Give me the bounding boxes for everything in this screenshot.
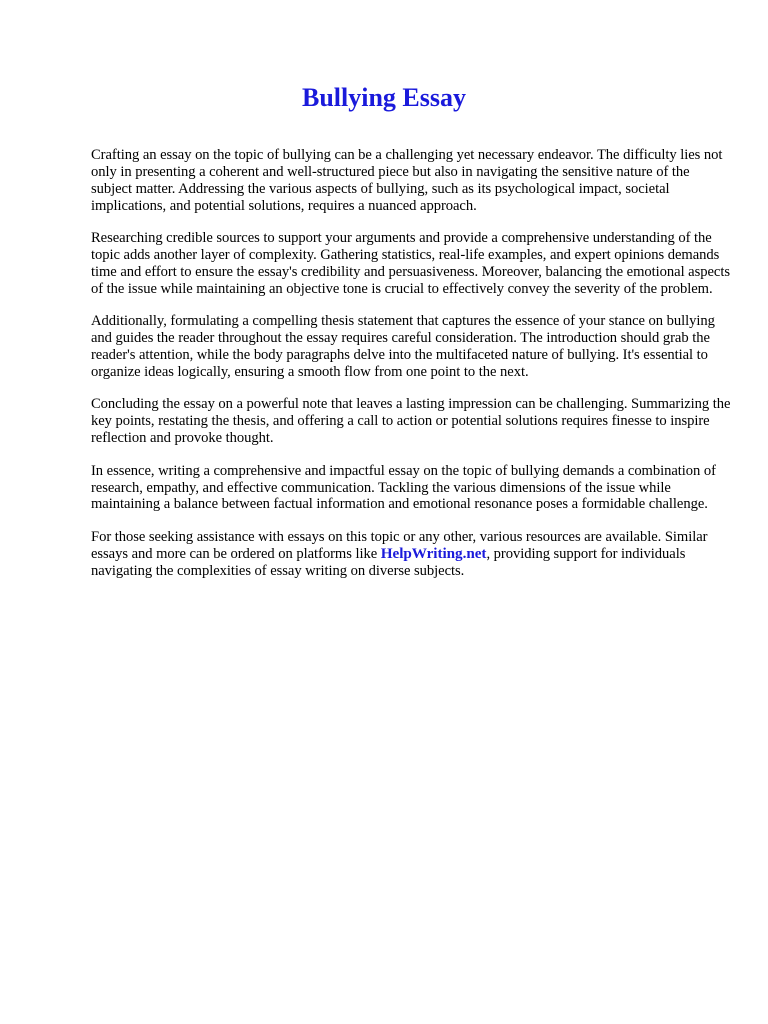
paragraph-essence: In essence, writing a comprehensive and impactful essay on the topic of bullying demands a combination of research, empathy, and effective communication. Tackling the various dimensions of the issue while maintaining a balance between factual information and emotional resonance poses a formidable challenge. [91,462,716,513]
paragraph-research: Researching credible sources to support your arguments and provide a comprehensive understanding of the topic adds another layer of complexity. Gathering statistics, real-life examples, and expert opinions demands time and effort to ensure the essay's credibility and persuasiveness. Moreover, balancing the emotional aspects of the issue while maintaining an objective tone is crucial to effectively convey the severity of the problem. [91,230,730,297]
essay-body [91,147,731,595]
resources-text-before-link: For those seeking assistance with essays on this topic or any other, various resources are available. Similar essays and more can be ordered on platforms like [91,528,708,562]
page-title: Bullying Essay [301,83,466,112]
resources-text-after-link: , providing support for individuals navigating the complexities of essay writing on diverse subjects. [91,545,686,579]
helpwriting-link[interactable]: HelpWriting.net [380,544,487,562]
paragraph-thesis: Additionally, formulating a compelling thesis statement that captures the essence of your stance on bullying and guides the reader throughout the essay requires careful consideration. The introduction should grab the reader's attention, while the body paragraphs delve into the multifaceted nature of bullying. It's essential to organize ideas logically, ensuring a smooth flow from one point to the next. [91,313,715,380]
paragraph-resources [91,529,731,580]
paragraph-conclusion: Concluding the essay on a powerful note that leaves a lasting impression can be challenging. Summarizing the key points, restating the thesis, and offering a call to action or potential solutions requires finesse to inspire reflection and provoke thought. [91,396,731,447]
paragraph-intro: Crafting an essay on the topic of bullying can be a challenging yet necessary endeavor. The difficulty lies not only in presenting a coherent and well-structured piece but also in navigating the sensitive nature of the subject matter. Addressing the various aspects of bullying, such as its psychological impact, societal implications, and potential solutions, requires a nuanced approach. [91,147,723,214]
